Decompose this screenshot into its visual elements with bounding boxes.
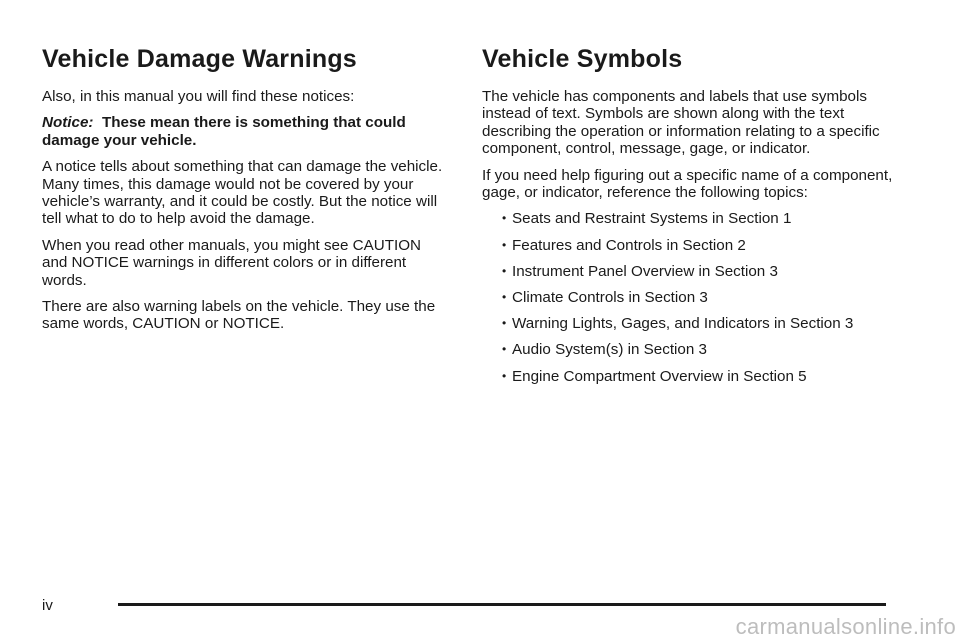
list-item-text: Warning Lights, Gages, and Indicators in Section 3 [512,315,854,333]
bullet-icon: • [502,237,507,252]
vehicle-damage-warnings-heading: Vehicle Damage Warnings [42,45,357,73]
bullet-icon: • [502,290,507,305]
bullet-icon: • [502,316,507,331]
list-item-text: Climate Controls in Section 3 [512,289,708,307]
left-column [42,42,450,342]
footer-divider [118,603,886,606]
notice-label: Notice: [42,114,94,132]
warning-labels-paragraph: There are also warning labels on the vehicle. They use the same words, CAUTION or NOTICE. [42,298,436,333]
list-item-text: Engine Compartment Overview in Section 5 [512,367,807,385]
topics-list [482,210,902,385]
list-item-text: Instrument Panel Overview in Section 3 [512,262,778,280]
list-item [482,315,902,332]
page-number: iv [42,597,53,614]
right-column [482,42,902,394]
list-item [482,210,902,227]
other-manuals-paragraph: When you read other manuals, you might see CAUTION and NOTICE warnings in different colors or in different words. [42,236,422,289]
list-item-text: Audio System(s) in Section 3 [512,341,707,359]
symbols-intro-paragraph: The vehicle has components and labels that use symbols instead of text. Symbols are shown along with the text describing the operation or information relating to a specific component, control, message, gage, or indicator. [482,88,880,158]
notice-explanation-paragraph: A notice tells about something that can damage the vehicle. Many times, this damage would not be covered by your vehicle’s warranty, and it could be costly. But the notice will tell what to do to help avoid the damage. [42,158,443,228]
bullet-icon: • [502,263,507,278]
intro-paragraph: Also, in this manual you will find these notices: [42,88,355,105]
list-item [482,263,902,280]
list-item [482,237,902,254]
list-item [482,289,902,306]
help-paragraph: If you need help figuring out a specific name of a component, gage, or indicator, reference the following topics: [482,166,893,202]
bullet-icon: • [502,368,507,383]
notice-text: These mean there is something that could damage your vehicle. [42,114,406,149]
list-item [482,368,902,385]
list-item-text: Seats and Restraint Systems in Section 1 [512,210,792,228]
bullet-icon: • [502,211,507,226]
watermark: carmanualsonline.info [735,614,956,639]
list-item [482,341,902,358]
list-item-text: Features and Controls in Section 2 [512,236,746,254]
notice-paragraph [42,114,450,149]
bullet-icon: • [502,342,507,357]
vehicle-symbols-heading: Vehicle Symbols [482,45,683,73]
